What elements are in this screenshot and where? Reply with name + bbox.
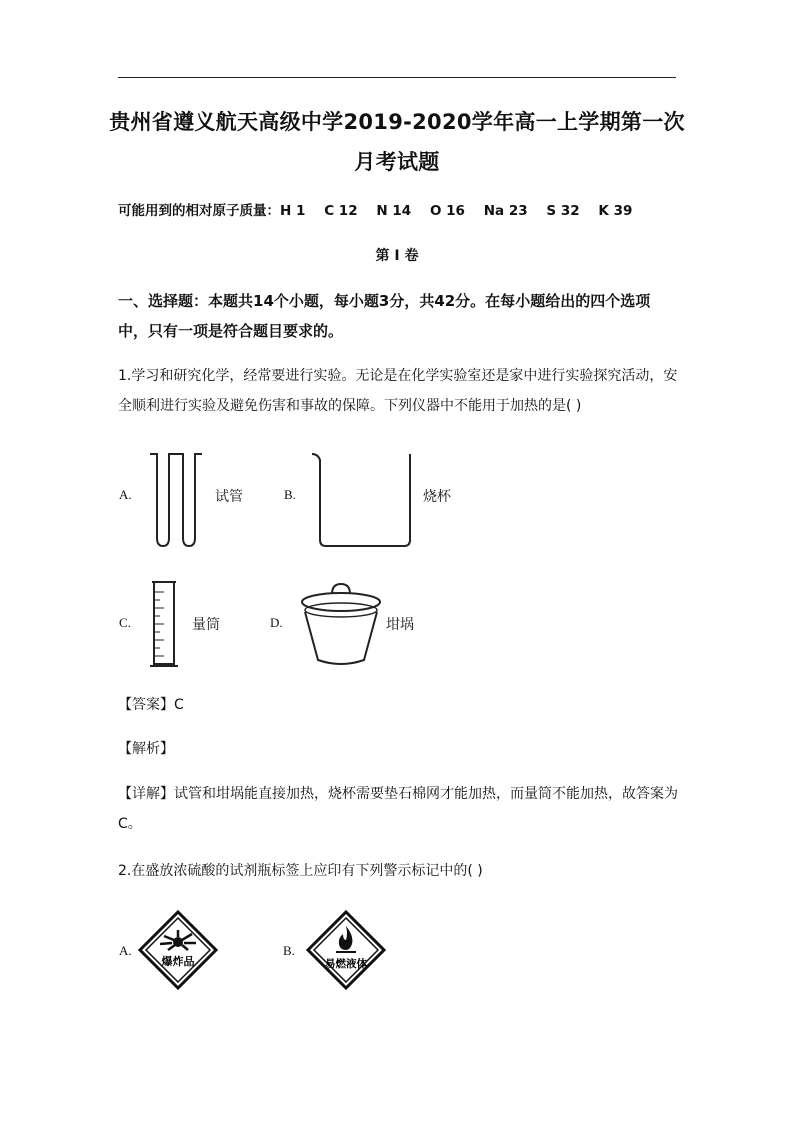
- test-tubes-icon: [145, 450, 205, 550]
- flammable-liquid-sign: [306, 910, 386, 990]
- option-d-label: 坩埚: [386, 617, 414, 633]
- option-a-letter: A.: [119, 487, 132, 502]
- explosive-sign-label: 爆炸品: [161, 955, 195, 968]
- page-title-line2: 月考试题: [354, 150, 440, 174]
- beaker-icon: [308, 452, 418, 552]
- option-b-letter: B.: [284, 487, 296, 502]
- question-2-stem: 2.在盛放浓硫酸的试剂瓶标签上应印有下列警示标记中的( ): [118, 863, 483, 879]
- flammable-sign-label: 易燃液体: [325, 958, 367, 970]
- detail-explanation: 【详解】试管和坩埚能直接加热，烧杯需要垫石棉网才能加热，而量筒不能加热，故答案为C。: [118, 786, 678, 832]
- answer-line: 【答案】C: [118, 697, 184, 713]
- question-1-stem: 1.学习和研究化学，经常要进行实验。无论是在化学实验室还是家中进行实验探究活动，安全顺利进行实验及避免伤害和事故的保障。下列仪器中不能用于加热的是( ): [118, 368, 678, 414]
- page-title-line1: 贵州省遵义航天高级中学2019-2020学年高一上学期第一次: [109, 110, 685, 134]
- option-c-letter: C.: [119, 615, 131, 630]
- option-2b-letter: B.: [283, 943, 295, 958]
- option-2a-letter: A.: [119, 943, 132, 958]
- crucible-icon: [298, 580, 384, 670]
- atomic-masses: 可能用到的相对原子质量：H 1 C 12 N 14 O 16 Na 23 S 32 K 39: [118, 203, 633, 219]
- analysis-heading: 【解析】: [118, 741, 174, 757]
- option-b-label: 烧杯: [423, 489, 451, 505]
- option-c-label: 量筒: [192, 617, 220, 633]
- section-heading: 一、选择题：本题共14个小题，每小题3分，共42分。在每小题给出的四个选项中，只有一项是符合题目要求的。: [118, 292, 651, 340]
- volume-label: 第 I 卷: [375, 248, 419, 264]
- option-a-label: 试管: [215, 489, 243, 505]
- option-d-letter: D.: [270, 615, 283, 630]
- explosive-hazard-sign: [138, 910, 218, 990]
- graduated-cylinder-icon: [148, 578, 182, 670]
- header-rule: [118, 77, 676, 78]
